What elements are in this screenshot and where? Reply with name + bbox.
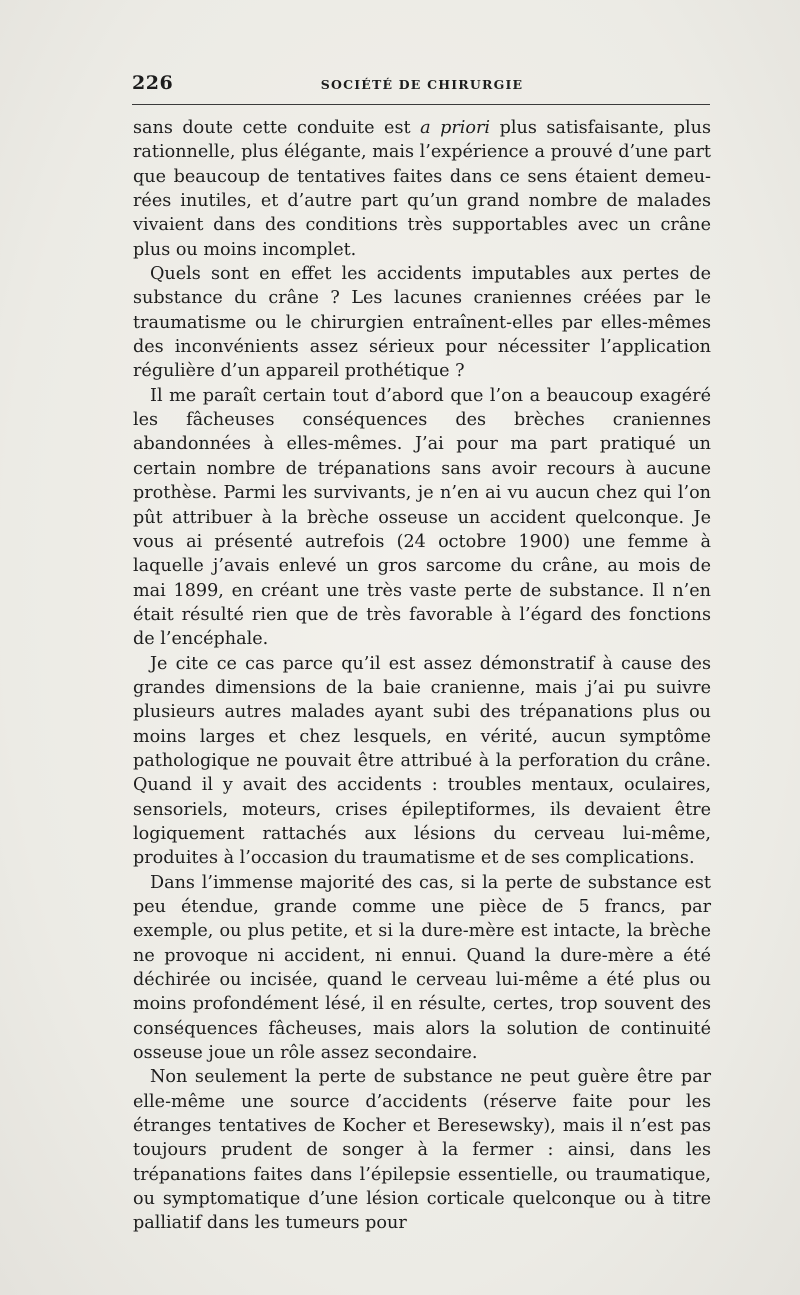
paragraph: Il me paraît certain tout d’abord que l’on a beaucoup exagéré les fâcheuses conséquences des brèches craniennes abandonnées à elles-mêmes. J’ai pour ma part pratiqué un certain nombre de trépanations sans avoir recours à aucune prothèse. Parmi les survivants, je n’en ai vu aucun chez qui l’on pût attribuer à la brèche osseuse un accident quelconque. Je vous ai présenté autrefois (24 octobre 1900) une femme à laquelle j’avais enlevé un gros sarcome du crâne, au mois de mai 1899, en créant une très vaste perte de substance. Il n’en était résulté rien que de très favorable à l’égard des fonctions de l’encéphale. xyxy=(133,385,711,650)
page-number: 226 xyxy=(132,72,174,94)
paragraph-text: sans doute cette conduite est xyxy=(133,118,421,138)
running-head: SOCIÉTÉ DE CHIRURGIE xyxy=(320,77,524,92)
body-text xyxy=(133,116,711,1236)
paragraph: Je cite ce cas parce qu’il est assez démonstratif à cause des grandes dimensions de la baie cranienne, mais j’ai pu suivre plusieurs autres malades ayant subi des trépanations plus ou moins larges et chez lesquels, en vérité, aucun symptôme pathologique ne pouvait être attribué à la perforation du crâne. Quand il y avait des accidents : troubles mentaux, oculaires, sensoriels, moteurs, crises épileptiformes, ils devaient être logiquement rattachés aux lésions du cerveau lui-même, produites à l’occasion du traumatisme et de ses complications. xyxy=(133,653,711,869)
header-rule xyxy=(132,104,710,105)
paragraph xyxy=(133,116,711,262)
paragraph: Dans l’immense majorité des cas, si la perte de substance est peu étendue, grande comme une pièce de 5 francs, par exemple, ou plus petite, et si la dure-mère est intacte, la brèche ne provoque ni accident, ni ennui. Quand la dure-mère a été déchirée ou incisée, quand le cerveau lui-même a été plus ou moins profondément lésé, il en résulte, certes, trop souvent des conséquences fâcheuses, mais alors la solution de continuité osseuse joue un rôle assez secondaire. xyxy=(133,872,711,1064)
paragraph: Non seulement la perte de substance ne peut guère être par elle-même une source d’accidents (réserve faite pour les étranges tentatives de Kocher et Beresewsky), mais il n’est pas toujours prudent de songer à la fermer : ainsi, dans les trépanations faites dans l’épilepsie essentielle, ou traumatique, ou symptomatique d’une lésion corticale quelconque ou à titre palliatif dans les tumeurs pour xyxy=(133,1067,711,1234)
italic-phrase: a priori xyxy=(420,118,491,138)
paragraph-text: plus satisfaisante, plus rationnelle, plus élégante, mais l’expérience a prouvé d’une part que beaucoup de tentatives faites dans ce sens étaient demeurées inutiles, et d’autre part qu’un grand nombre de malades vivaient dans des conditions très supportables avec un crâne plus ou moins incomplet. xyxy=(133,118,711,260)
paragraph: Quels sont en effet les accidents imputables aux pertes de substance du crâne ? Les lacunes craniennes créées par le traumatisme ou le chirurgien entraînent-elles par elles-mêmes des inconvénients assez sérieux pour nécessiter l’application régulière d’un appareil prothétique ? xyxy=(133,264,711,382)
page-header xyxy=(132,70,712,100)
